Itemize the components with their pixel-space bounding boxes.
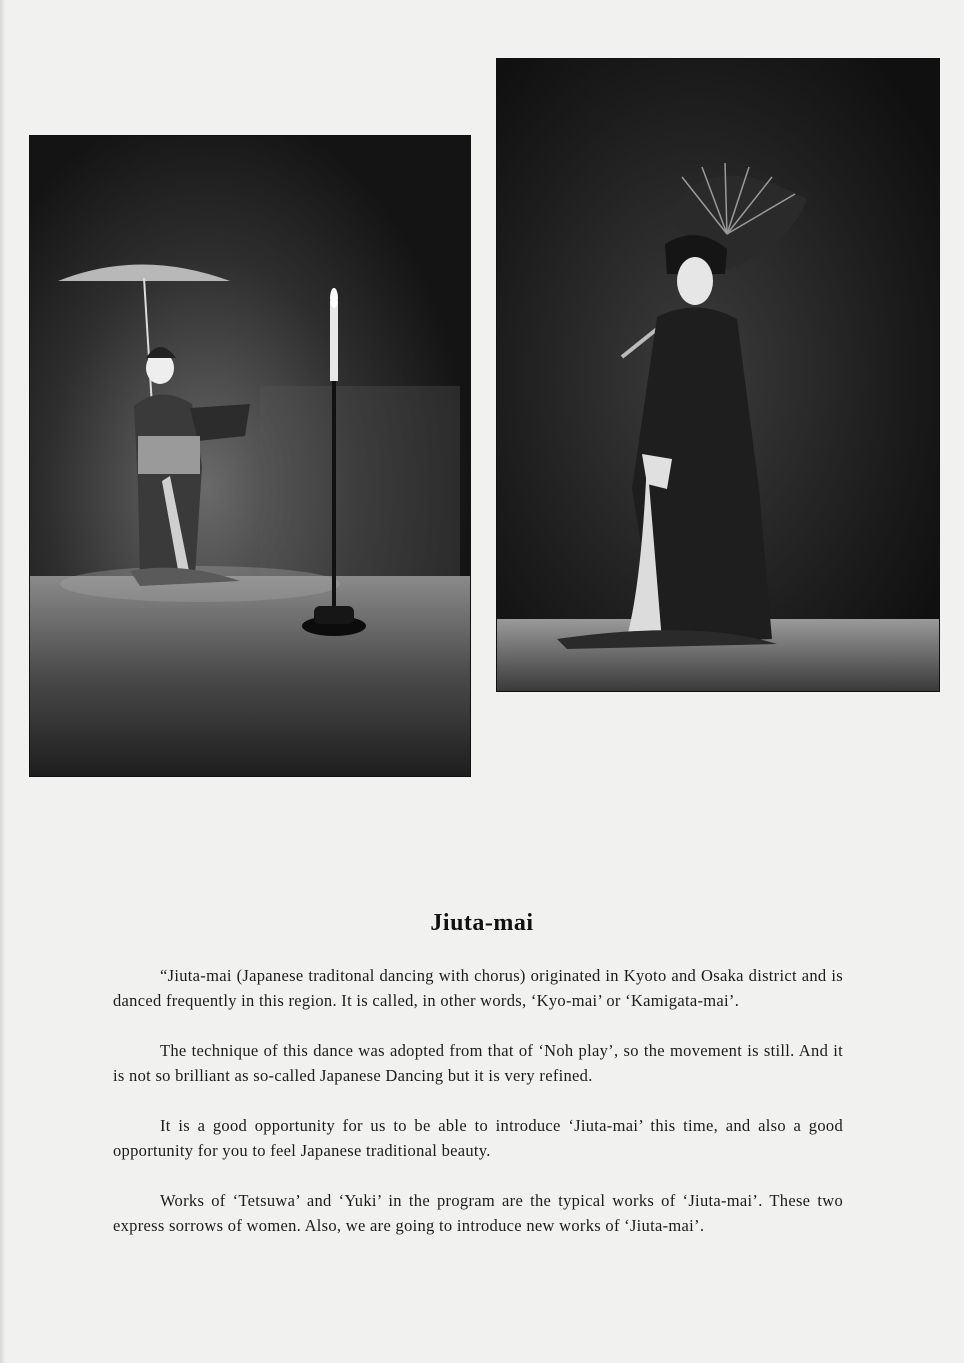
photo-left-image [30, 136, 470, 776]
paragraph-2: The technique of this dance was adopted from that of ‘Noh play’, so the movement is still. And it is not so brilliant as so-called Japanese Dancing but it is very refined. [113, 1041, 843, 1085]
paragraph-4: Works of ‘Tetsuwa’ and ‘Yuki’ in the program are the typical works of ‘Jiuta-mai’. These two express sorrows of women. Also, we are going to introduce new works of ‘Jiuta-mai’. [113, 1191, 843, 1235]
photo-dancer-with-candle [29, 135, 471, 777]
paragraph-1: “Jiuta-mai (Japanese traditonal dancing with chorus) originated in Kyoto and Osaka district and is danced frequently in this region. It is called, in other words, ‘Kyo-mai’ or ‘Kamigata-mai’. [113, 966, 843, 1010]
page-edge [0, 0, 6, 1363]
photo-dancer-with-parasol [496, 58, 940, 692]
article-body [113, 964, 843, 1264]
paragraph-3: It is a good opportunity for us to be able to introduce ‘Jiuta-mai’ this time, and also a good opportunity for you to feel Japanese traditional beauty. [113, 1116, 843, 1160]
article-title: Jiuta-mai [430, 910, 534, 936]
photo-right-image [497, 59, 939, 691]
